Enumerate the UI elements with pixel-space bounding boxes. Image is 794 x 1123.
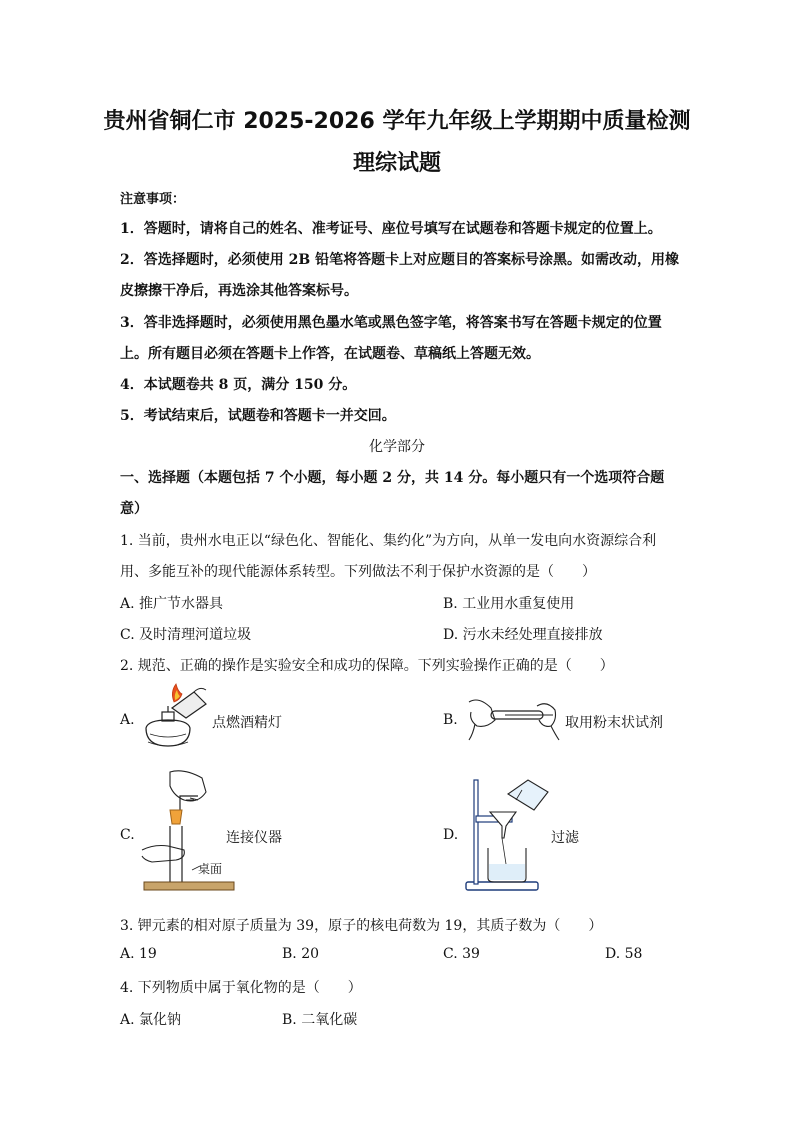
section-title: 化学部分: [369, 439, 425, 455]
connect-apparatus-illustration: [140, 770, 240, 896]
note-item: 上。所有题目必须在答题卡上作答，在试题卷、草稿纸上答题无效。: [120, 346, 540, 362]
note-item: 2．答选择题时，必须使用 2B 铅笔将答题卡上对应题目的答案标号涂黑。如需改动，用橡: [120, 252, 680, 268]
q3-option-d: D. 58: [605, 946, 643, 962]
q2-option-b-text: 取用粉末状试剂: [565, 715, 663, 731]
q2-option-d-text: 过滤: [551, 830, 579, 846]
note-item: 1．答题时，请将自己的姓名、准考证号、座位号填写在试题卷和答题卡规定的位置上。: [120, 221, 662, 237]
note-item: 4．本试题卷共 8 页，满分 150 分。: [120, 377, 357, 393]
q2-option-a-text: 点燃酒精灯: [212, 715, 282, 731]
powder-reagent-illustration: [465, 696, 561, 742]
q1-stem-cont: 用、多能互补的现代能源体系转型。下列做法不利于保护水资源的是（ ）: [120, 564, 596, 580]
q3-option-c: C. 39: [443, 946, 480, 962]
q2-stem: 2. 规范、正确的操作是实验安全和成功的保障。下列实验操作正确的是（ ）: [120, 658, 614, 674]
notes-heading: 注意事项：: [120, 192, 186, 207]
table-surface-label: 桌面: [198, 862, 223, 876]
q2-option-b-letter: B.: [443, 712, 458, 728]
q2-option-a-letter: A.: [120, 712, 135, 728]
q2-option-c-text: 连接仪器: [226, 830, 282, 846]
exam-title: 贵州省铜仁市 2025-2026 学年九年级上学期期中质量检测: [103, 109, 691, 134]
note-item: 皮擦擦干净后，再选涂其他答案标号。: [120, 283, 358, 299]
alcohol-lamp-illustration: [138, 684, 214, 752]
q3-option-a: A. 19: [120, 946, 157, 962]
note-item: 3．答非选择题时，必须使用黑色墨水笔或黑色签字笔，将答案书写在答题卡规定的位置: [120, 315, 662, 331]
q1-option-a: A. 推广节水器具: [120, 596, 224, 612]
q2-option-c-letter: C.: [120, 827, 135, 843]
exam-subtitle: 理综试题: [352, 151, 441, 176]
q4-stem: 4. 下列物质中属于氧化物的是（ ）: [120, 980, 362, 996]
q1-stem: 1. 当前，贵州水电正以“绿色化、智能化、集约化”为方向，从单一发电向水资源综合利: [120, 533, 657, 549]
q1-option-c: C. 及时清理河道垃圾: [120, 627, 252, 643]
filtration-illustration: [464, 776, 556, 892]
q1-option-d: D. 污水未经处理直接排放: [443, 627, 603, 643]
note-item: 5．考试结束后，试题卷和答题卡一并交回。: [120, 408, 396, 424]
part-heading: 一、选择题（本题包括 7 个小题，每小题 2 分，共 14 分。每小题只有一个选项符合题: [120, 470, 665, 486]
q3-stem: 3. 钾元素的相对原子质量为 39，原子的核电荷数为 19，其质子数为（ ）: [120, 918, 603, 934]
part-heading-cont: 意）: [120, 501, 148, 517]
q4-option-b: B. 二氧化碳: [282, 1012, 358, 1028]
q3-option-b: B. 20: [282, 946, 320, 962]
q2-option-d-letter: D.: [443, 827, 459, 843]
q4-option-a: A. 氯化钠: [120, 1012, 182, 1028]
q1-option-b: B. 工业用水重复使用: [443, 596, 575, 612]
